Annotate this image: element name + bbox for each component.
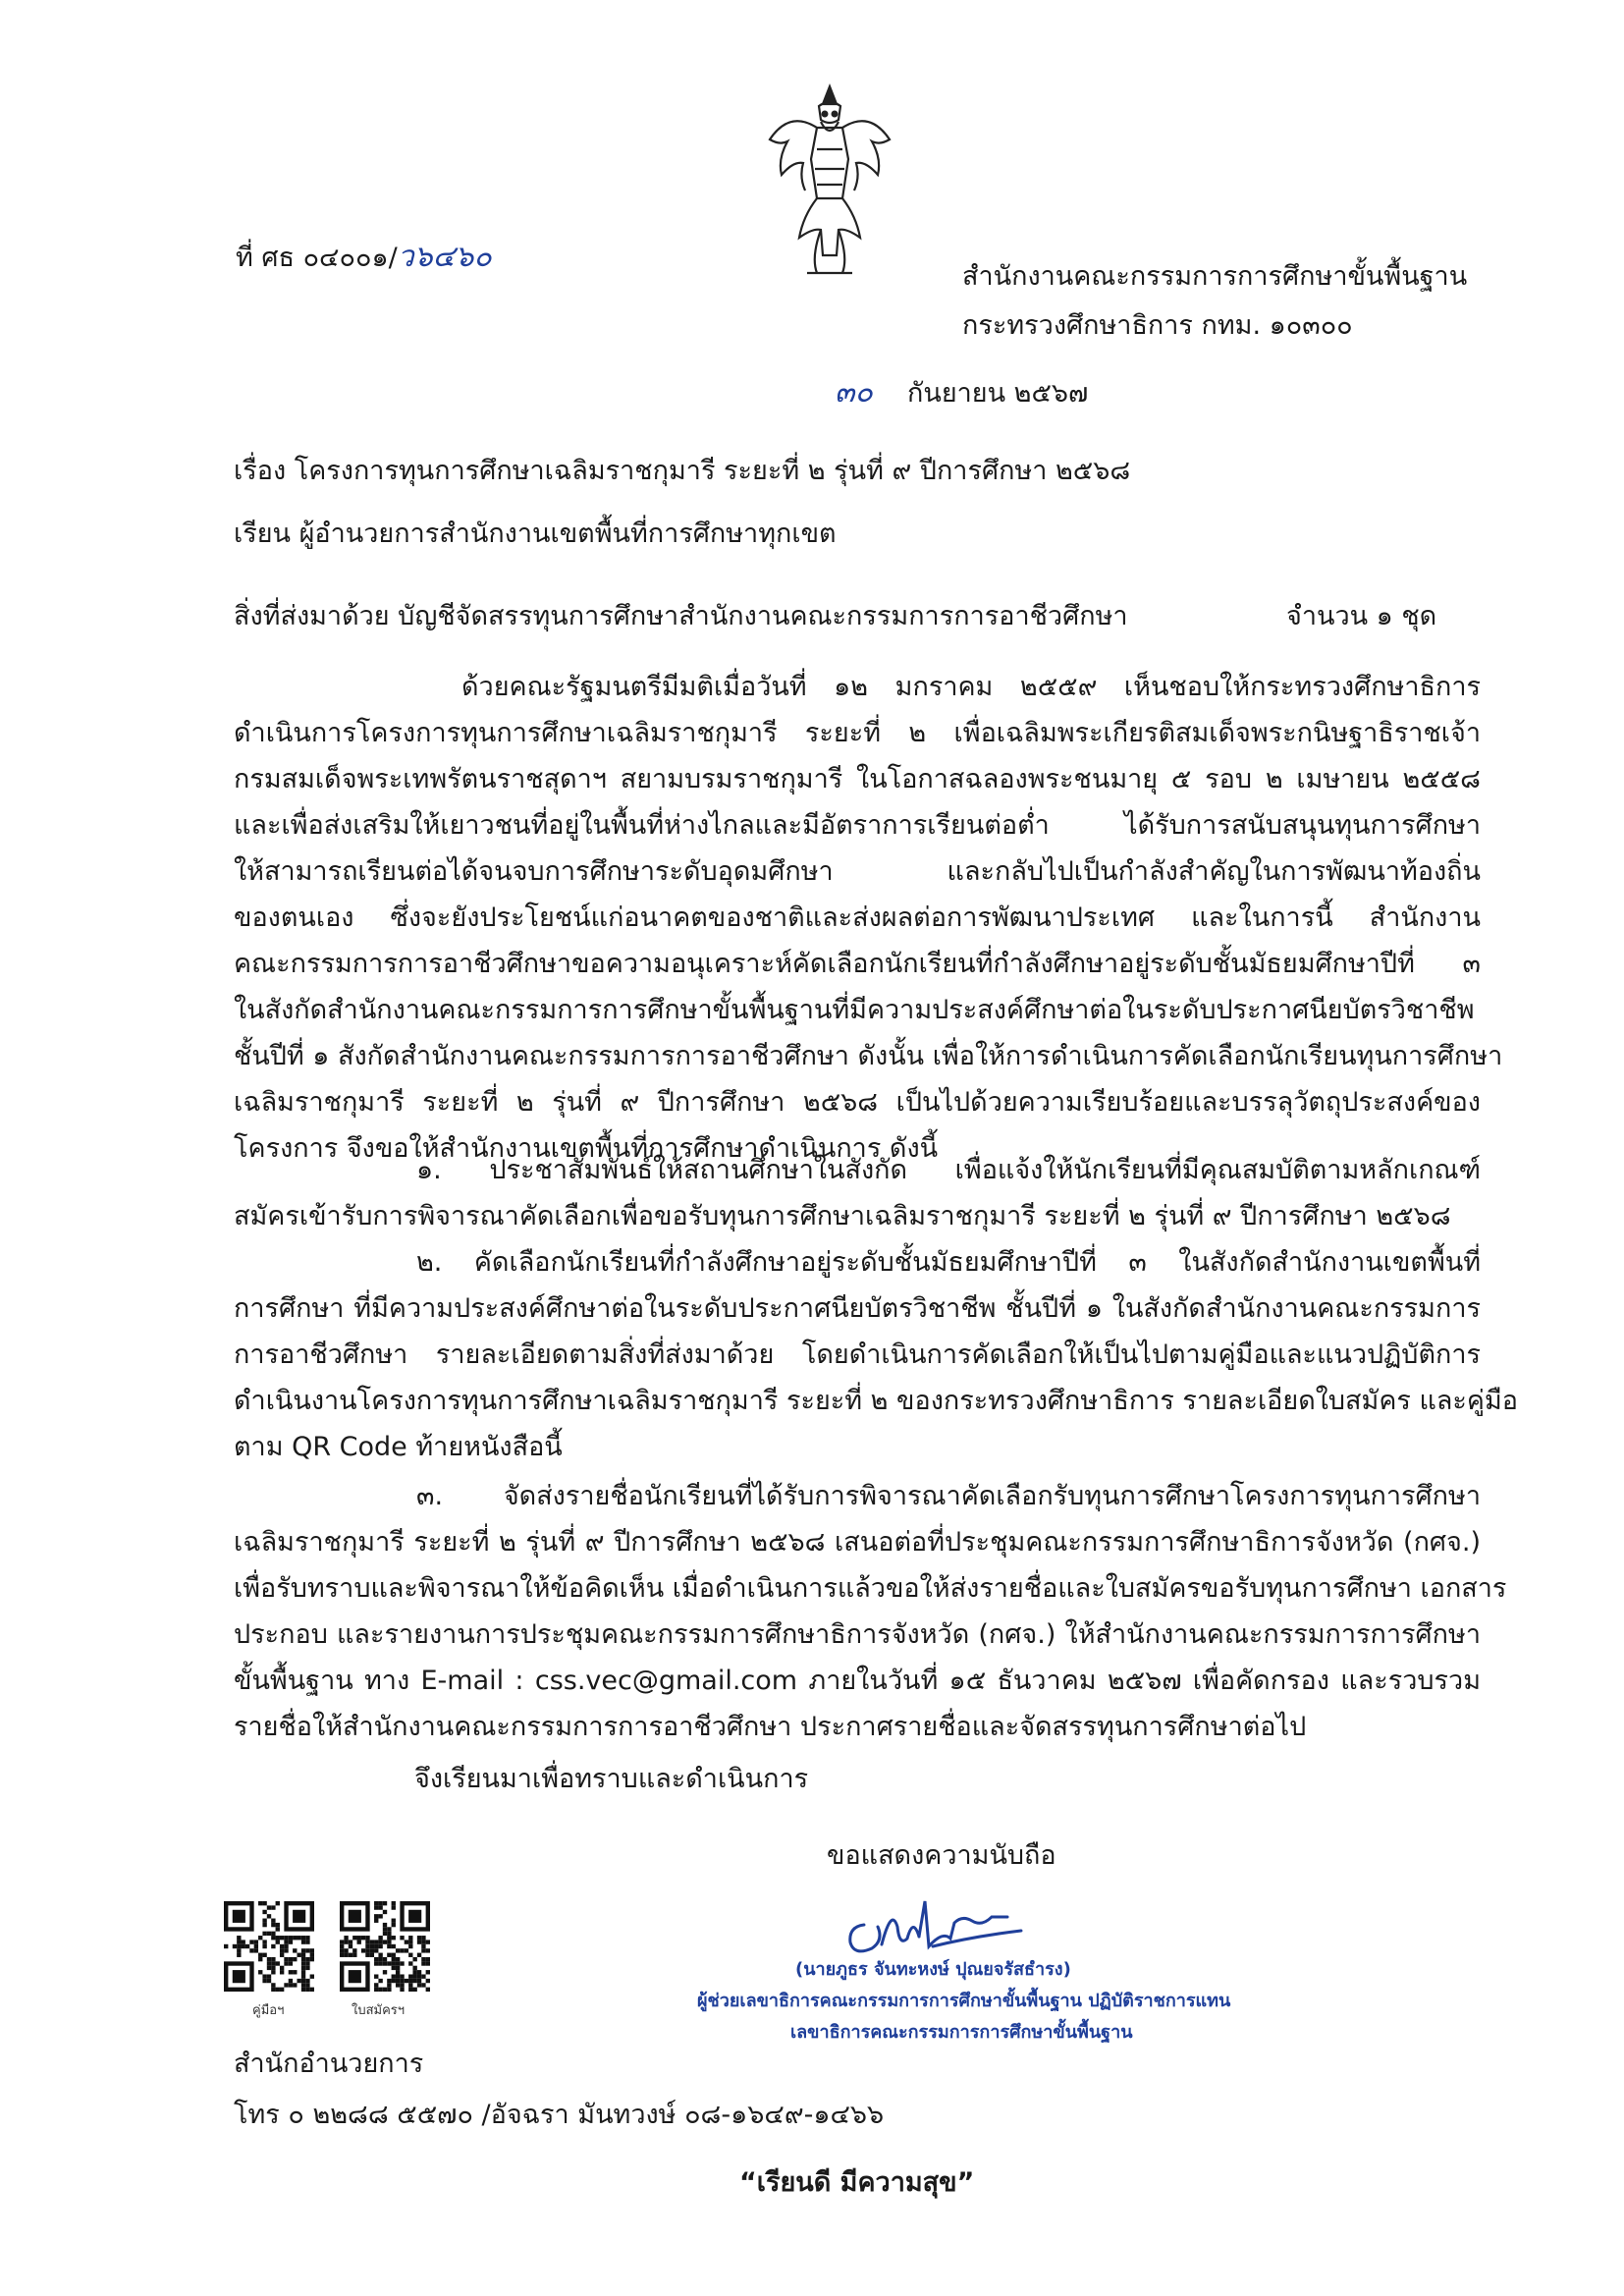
paragraph-line: ในสังกัดสำนักงานคณะกรรมการการศึกษาขั้นพื้นฐานที่มีความประสงค์ศึกษาต่อในระดับประกาศนียบัตรวิชาชีพ xyxy=(234,995,1475,1025)
paragraph-line: ดำเนินการโครงการทุนการศึกษาเฉลิมราชกุมารี ระยะที่ ๒ เพื่อเฉลิมพระเกียรติสมเด็จพระกนิษฐาธิราชเจ้า xyxy=(234,718,1481,748)
body-item-1 xyxy=(234,1147,1481,1239)
body-paragraph-1 xyxy=(234,664,1503,1172)
paragraph-line: ด้วยคณะรัฐมนตรีมีมติเมื่อวันที่ ๑๒ มกราคม ๒๕๕๙ เห็นชอบให้กระทรวงศึกษาธิการ xyxy=(461,672,1481,702)
agency-address: กระทรวงศึกษาธิการ กทม. ๑๐๓๐๐ xyxy=(962,310,1353,341)
paragraph-line: ๒. คัดเลือกนักเรียนที่กำลังศึกษาอยู่ระดับชั้นมัธยมศึกษาปีที่ ๓ ในสังกัดสำนักงานเขตพื้นที่ xyxy=(416,1247,1481,1278)
paragraph-line: คณะกรรมการการอาชีวศึกษาขอความอนุเคราะห์คัดเลือกนักเรียนที่กำลังศึกษาอยู่ระดับชั้นมัธยมศึกษาปีที่ ๓ xyxy=(234,949,1481,979)
paragraph-line: โครงการ จึงขอให้สำนักงานเขตพื้นที่การศึกษาดำเนินการ ดังนี้ xyxy=(234,1133,939,1164)
date-month-year: กันยายน ๒๕๖๗ xyxy=(907,378,1089,409)
agency-name: สำนักงานคณะกรรมการการศึกษาขั้นพื้นฐาน xyxy=(962,261,1468,292)
paragraph-line: การศึกษา ที่มีความประสงค์ศึกษาต่อในระดับประกาศนียบัตรวิชาชีพ ชั้นปีที่ ๑ ในสังกัดสำนักงานคณะกรรมการ xyxy=(234,1293,1481,1324)
paragraph-line: การอาชีวศึกษา รายละเอียดตามสิ่งที่ส่งมาด้วย โดยดำเนินการคัดเลือกให้เป็นไปตามคู่มือและแนวปฏิบัติการ xyxy=(234,1339,1481,1370)
paragraph-line: เฉลิมราชกุมารี ระยะที่ ๒ รุ่นที่ ๙ ปีการศึกษา ๒๕๖๘ เป็นไปด้วยความเรียบร้อยและบรรลุวัตถุประสงค์ของ xyxy=(234,1087,1481,1118)
paragraph-line: ๑. ประชาสัมพันธ์ให้สถานศึกษาในสังกัด เพื่อแจ้งให้นักเรียนที่มีคุณสมบัติตามหลักเกณฑ์ xyxy=(416,1155,1481,1185)
document-date xyxy=(835,369,1088,416)
body-item-3 xyxy=(234,1473,1507,1750)
qr-caption-application: ใบสมัครฯ xyxy=(352,2003,406,2018)
motto: “เรียนดี มีความสุข” xyxy=(739,2167,975,2198)
paragraph-line: สมัครเข้ารับการพิจารณาคัดเลือกเพื่อขอรับทุนการศึกษาเฉลิมราชกุมารี ระยะที่ ๒ รุ่นที่ ๙ ปีการศึกษา ๒๕๖๘ xyxy=(234,1201,1451,1231)
paragraph-line: ประกอบ และรายงานการประชุมคณะกรรมการศึกษาธิการจังหวัด (กศจ.) ให้สำนักงานคณะกรรมการการศึกษา xyxy=(234,1619,1481,1650)
paragraph-line: ดำเนินงานโครงการทุนการศึกษาเฉลิมราชกุมารี ระยะที่ ๒ ของกระทรวงศึกษาธิการ รายละเอียดใบสมัคร และคู่มือ xyxy=(234,1386,1519,1416)
paragraph-line: และเพื่อส่งเสริมให้เยาวชนที่อยู่ในพื้นที่ห่างไกลและมีอัตราการเรียนต่อต่ำ ได้รับการสนับสนุนทุนการศึกษา xyxy=(234,810,1481,841)
paragraph-line: ชั้นปีที่ ๑ สังกัดสำนักงานคณะกรรมการการอาชีวศึกษา ดังนั้น เพื่อให้การดำเนินการคัดเลือกนักเรียนทุนการศึกษา xyxy=(234,1041,1503,1071)
addressee-line: เรียน ผู้อำนวยการสำนักงานเขตพื้นที่การศึกษาทุกเขต xyxy=(234,519,837,549)
subject-line: เรื่อง โครงการทุนการศึกษาเฉลิมราชกุมารี ระยะที่ ๒ รุ่นที่ ๙ ปีการศึกษา ๒๕๖๘ xyxy=(234,456,1131,486)
signatory-position-2: เลขาธิการคณะกรรมการการศึกษาขั้นพื้นฐาน xyxy=(790,2022,1133,2043)
paragraph-line: เฉลิมราชกุมารี ระยะที่ ๒ รุ่นที่ ๙ ปีการศึกษา ๒๕๖๘ เสนอต่อที่ประชุมคณะกรรมการศึกษาธิการจังหวัด (กศจ.) xyxy=(234,1527,1481,1558)
paragraph-line: ๓. จัดส่งรายชื่อนักเรียนที่ได้รับการพิจารณาคัดเลือกรับทุนการศึกษาโครงการทุนการศึกษา xyxy=(416,1481,1481,1511)
closing-sentence: จึงเรียนมาเพื่อทราบและดำเนินการ xyxy=(414,1764,809,1794)
enclosure-label: สิ่งที่ส่งมาด้วย บัญชีจัดสรรทุนการศึกษาสำนักงานคณะกรรมการการอาชีวศึกษา xyxy=(234,601,1128,631)
paragraph-line: ของตนเอง ซึ่งจะยังประโยชน์แก่อนาคตของชาติและส่งผลต่อการพัฒนาประเทศ และในการนี้ สำนักงาน xyxy=(234,902,1481,933)
salutation: ขอแสดงความนับถือ xyxy=(827,1840,1056,1871)
garuda-emblem-icon xyxy=(760,81,899,279)
signatory-position: ผู้ช่วยเลขาธิการคณะกรรมการการศึกษาขั้นพื้นฐาน ปฏิบัติราชการแทน xyxy=(697,1991,1231,2011)
footer-office: สำนักอำนวยการ xyxy=(234,2049,424,2079)
paragraph-line: รายชื่อให้สำนักงานคณะกรรมการการอาชีวศึกษา ประกาศรายชื่อและจัดสรรทุนการศึกษาต่อไป xyxy=(234,1712,1307,1742)
qr-code-icon[interactable] xyxy=(340,1901,430,1992)
reference-prefix: ที่ ศธ ๐๔๐๐๑/ xyxy=(236,243,398,273)
paragraph-line: ขั้นพื้นฐาน ทาง E-mail : css.vec@gmail.com ภายในวันที่ ๑๕ ธันวาคม ๒๕๖๗ เพื่อคัดกรอง และรวบรวม xyxy=(234,1666,1481,1696)
qr-caption-manual: คู่มือฯ xyxy=(252,2003,285,2018)
paragraph-line: ให้สามารถเรียนต่อได้จนจบการศึกษาระดับอุดมศึกษา และกลับไปเป็นกำลังสำคัญในการพัฒนาท้องถิ่น xyxy=(234,856,1481,887)
reference-number xyxy=(236,234,492,281)
paragraph-line: เพื่อรับทราบและพิจารณาให้ข้อคิดเห็น เมื่อดำเนินการแล้วขอให้ส่งรายชื่อและใบสมัครขอรับทุนการศึกษา เอกสาร xyxy=(234,1573,1507,1604)
footer-contact: โทร ๐ ๒๒๘๘ ๕๕๗๐ /อัจฉรา มันทวงษ์ ๐๘-๑๖๔๙-๑๔๖๖ xyxy=(234,2100,885,2130)
paragraph-line: ตาม QR Code ท้ายหนังสือนี้ xyxy=(234,1432,563,1462)
paragraph-line: กรมสมเด็จพระเทพรัตนราชสุดาฯ สยามบรมราชกุมารี ในโอกาสฉลองพระชนมายุ ๕ รอบ ๒ เมษายน ๒๕๕๘ xyxy=(234,764,1481,794)
qr-code-icon[interactable] xyxy=(224,1901,314,1992)
enclosure-quantity: จำนวน ๑ ชุด xyxy=(1286,601,1437,631)
signatory-name: (นายภูธร จันทะหงษ์ ปุณยจรัสธำรง) xyxy=(795,1959,1071,1980)
date-day-handwritten: ๓๐ xyxy=(835,375,873,410)
body-item-2 xyxy=(234,1239,1519,1470)
reference-number-handwritten: ว๖๔๖๐ xyxy=(397,240,492,274)
